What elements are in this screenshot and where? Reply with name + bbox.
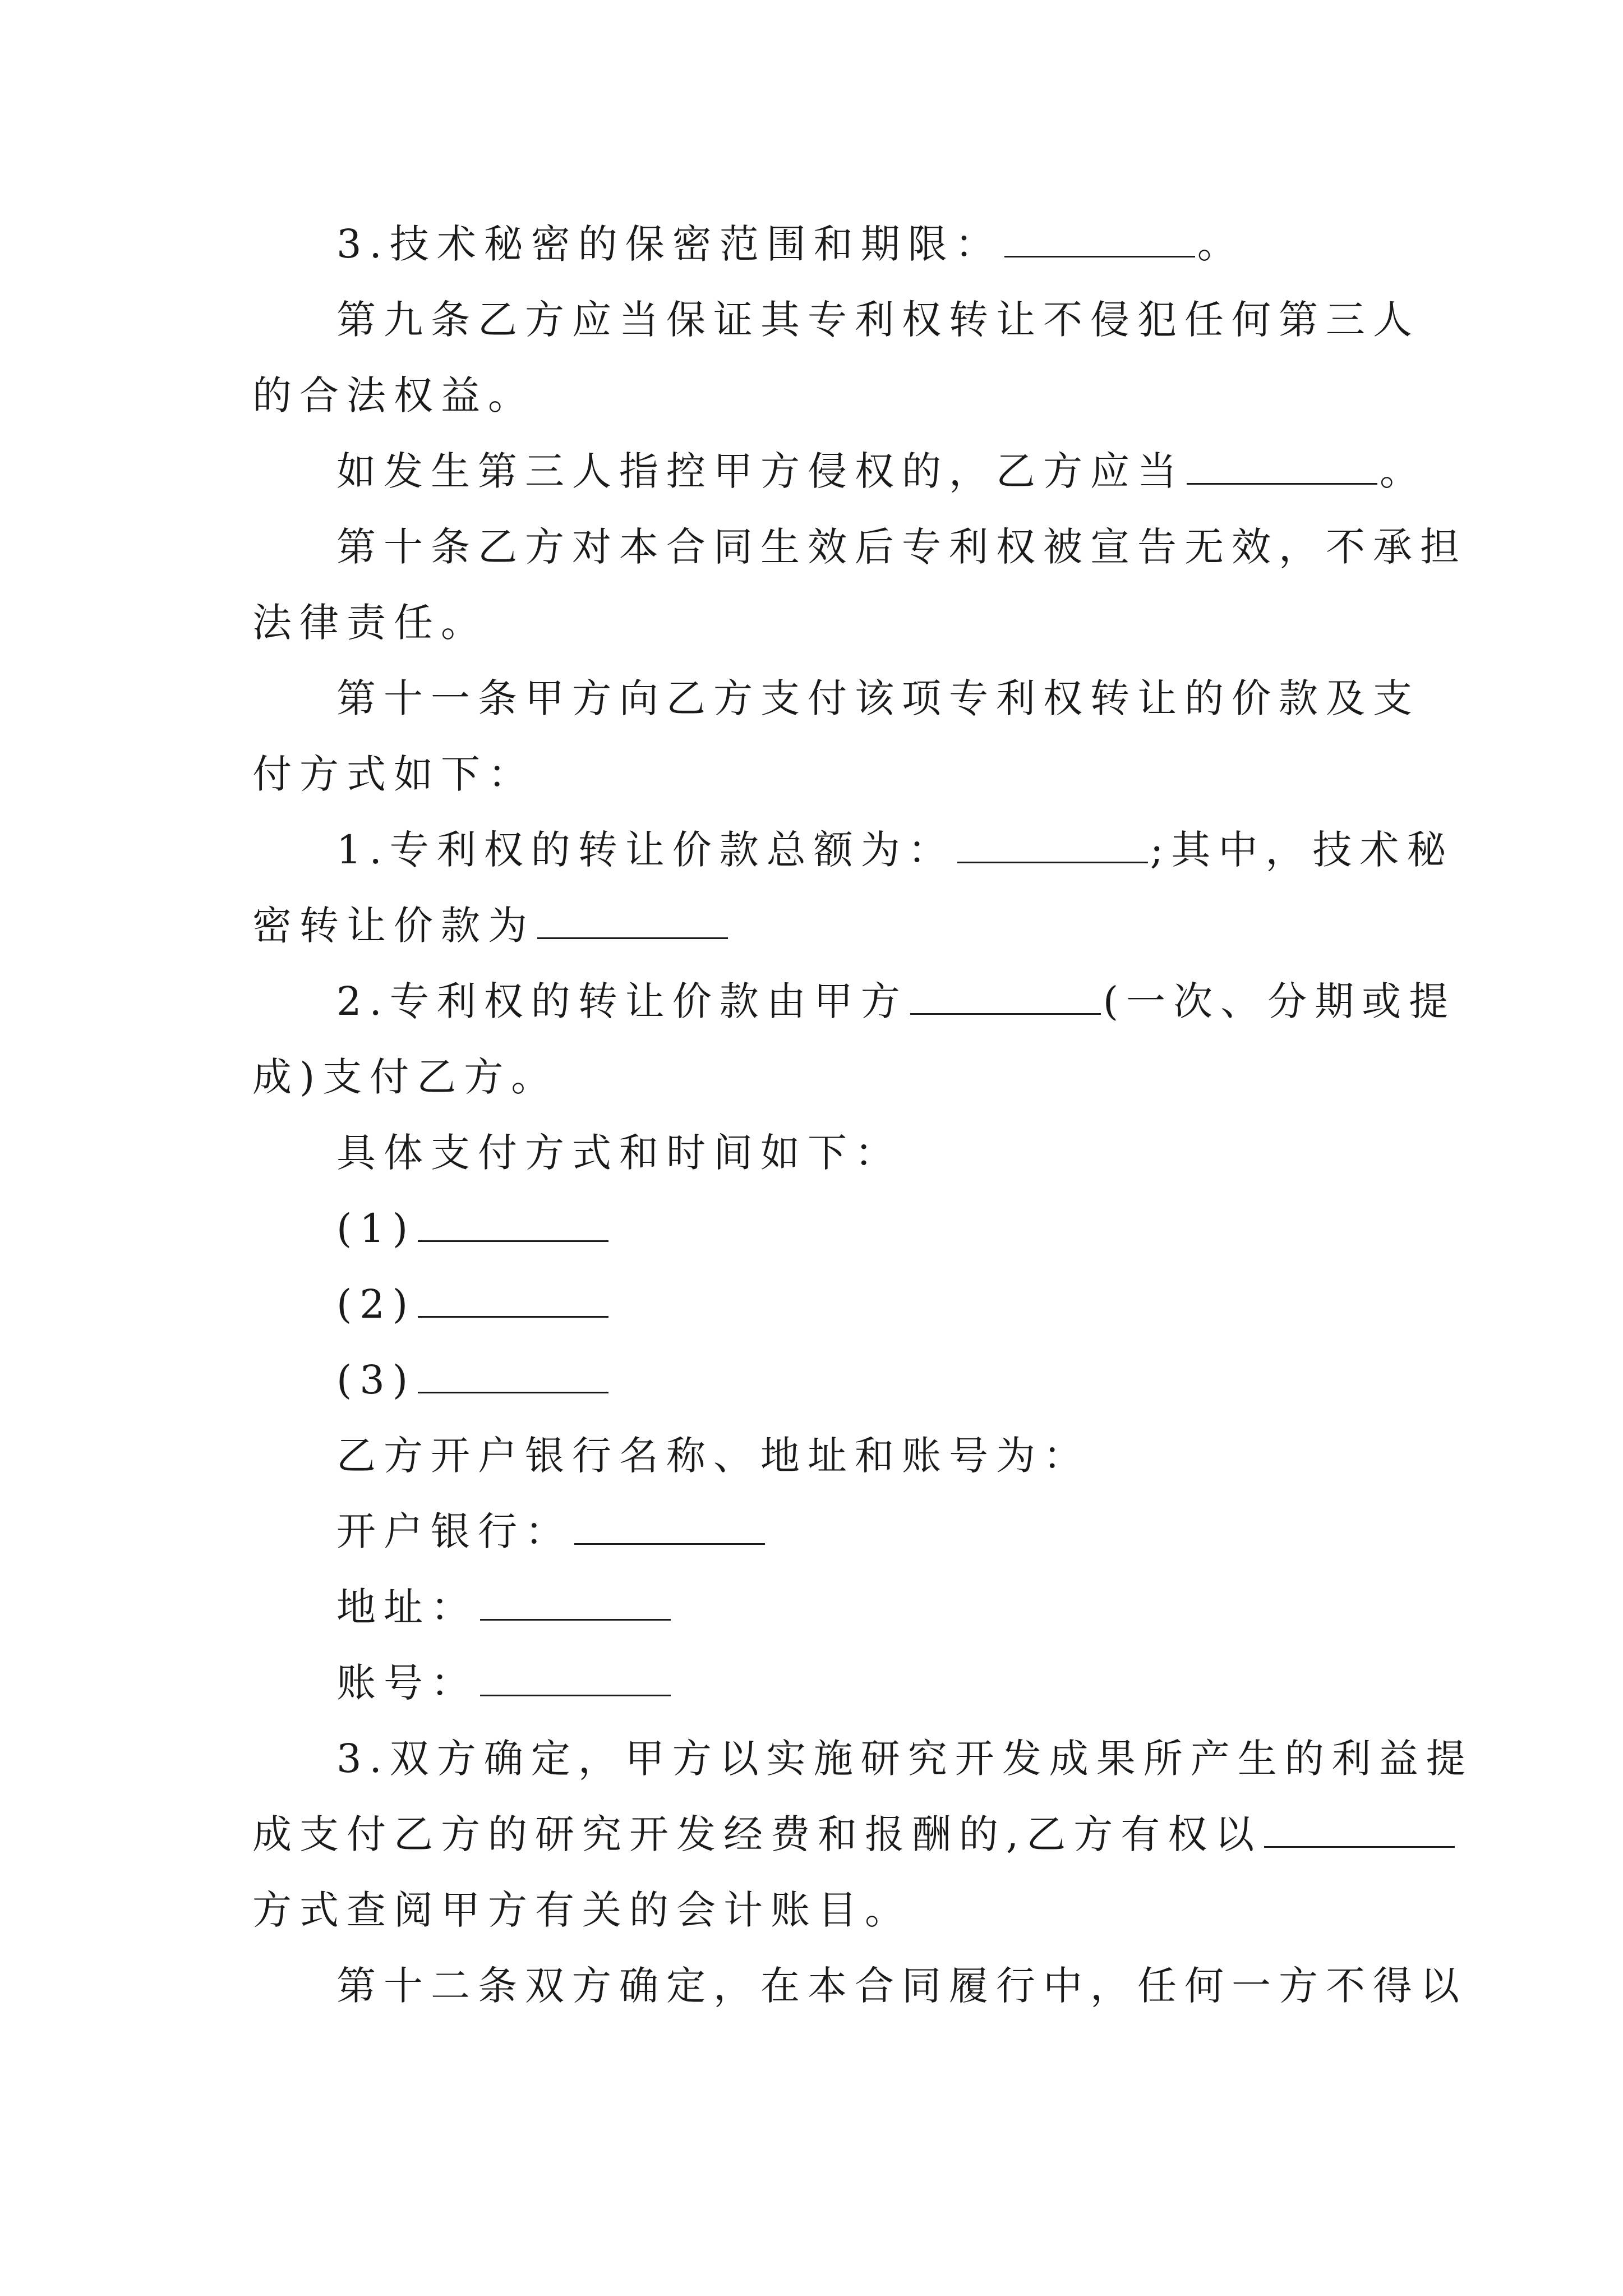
text-segment: (2)	[336, 1281, 416, 1327]
bank-info-heading: 乙方开户银行名称、地址和账号为：	[336, 1433, 1090, 1479]
fill-in-blank[interactable]	[418, 1352, 608, 1393]
clause-10-line-2: 法律责任。	[252, 600, 488, 646]
text-segment: ;其中，技术秘	[1150, 827, 1454, 873]
text-segment: 。	[1197, 221, 1244, 267]
text-segment: 3.技术秘密的保密范围和期限：	[336, 221, 1002, 267]
fill-in-blank[interactable]	[574, 1504, 765, 1545]
clause-8-item-3	[336, 216, 1396, 272]
text-segment: 1.专利权的转让价款总额为：	[336, 827, 955, 873]
clause-11-item-3-line-2	[252, 1806, 1396, 1862]
clause-11-item-3-line-1: 3.双方确定，甲方以实施研究开发成果所产生的利益提	[336, 1736, 1473, 1782]
clause-10-line-1: 第十条乙方对本合同生效后专利权被宣告无效，不承担	[336, 524, 1467, 570]
fill-in-blank[interactable]	[1004, 217, 1195, 257]
text-segment: 2.专利权的转让价款由甲方	[336, 978, 908, 1024]
fill-in-blank[interactable]	[418, 1277, 608, 1318]
clause-12-line-1: 第十二条双方确定，在本合同履行中，任何一方不得以	[336, 1963, 1467, 2009]
text-segment: 成支付乙方的研究开发经费和报酬的,乙方有权以	[252, 1811, 1262, 1857]
clause-11-item-1-line-2	[252, 898, 1396, 954]
payment-schedule-item-1	[336, 1200, 1396, 1257]
bank-address-field	[336, 1579, 1396, 1635]
clause-11-line-1: 第十一条甲方向乙方支付该项专利权转让的价款及支	[336, 675, 1420, 721]
fill-in-blank[interactable]	[480, 1580, 671, 1621]
text-segment: 如发生第三人指控甲方侵权的，乙方应当	[336, 448, 1184, 494]
fill-in-blank[interactable]	[957, 822, 1148, 863]
fill-in-blank[interactable]	[1264, 1807, 1455, 1848]
clause-11-item-2-line-1	[336, 973, 1456, 1029]
clause-9-infringement	[336, 443, 1427, 499]
clause-9-line-2: 的合法权益。	[252, 372, 535, 418]
text-segment: (3)	[336, 1357, 416, 1403]
payment-schedule-item-2	[336, 1276, 1396, 1332]
text-segment: (1)	[336, 1205, 416, 1251]
clause-11-item-1-line-1	[336, 822, 1454, 878]
fill-in-blank[interactable]	[480, 1655, 671, 1696]
text-segment: (一次、分期或提	[1103, 978, 1456, 1024]
bank-name-field	[336, 1503, 1396, 1559]
text-segment: 密转让价款为	[252, 903, 535, 949]
fill-in-blank[interactable]	[537, 898, 728, 939]
clause-11-item-2-line-2: 成)支付乙方。	[252, 1054, 559, 1100]
fill-in-blank[interactable]	[1187, 444, 1377, 485]
clause-9-line-1: 第九条乙方应当保证其专利权转让不侵犯任何第三人	[336, 297, 1420, 343]
fill-in-blank[interactable]	[910, 974, 1101, 1015]
text-segment: 地址：	[336, 1584, 478, 1630]
fill-in-blank[interactable]	[418, 1201, 608, 1242]
payment-schedule-heading: 具体支付方式和时间如下：	[336, 1130, 902, 1176]
text-segment: 开户银行：	[336, 1508, 572, 1554]
text-segment: 账号：	[336, 1660, 478, 1706]
clause-11-line-2: 付方式如下：	[252, 751, 535, 797]
payment-schedule-item-3	[336, 1352, 1396, 1408]
clause-11-item-3-line-3: 方式查阅甲方有关的会计账目。	[252, 1887, 912, 1933]
text-segment: 。	[1380, 448, 1427, 494]
bank-account-field	[336, 1655, 1396, 1711]
